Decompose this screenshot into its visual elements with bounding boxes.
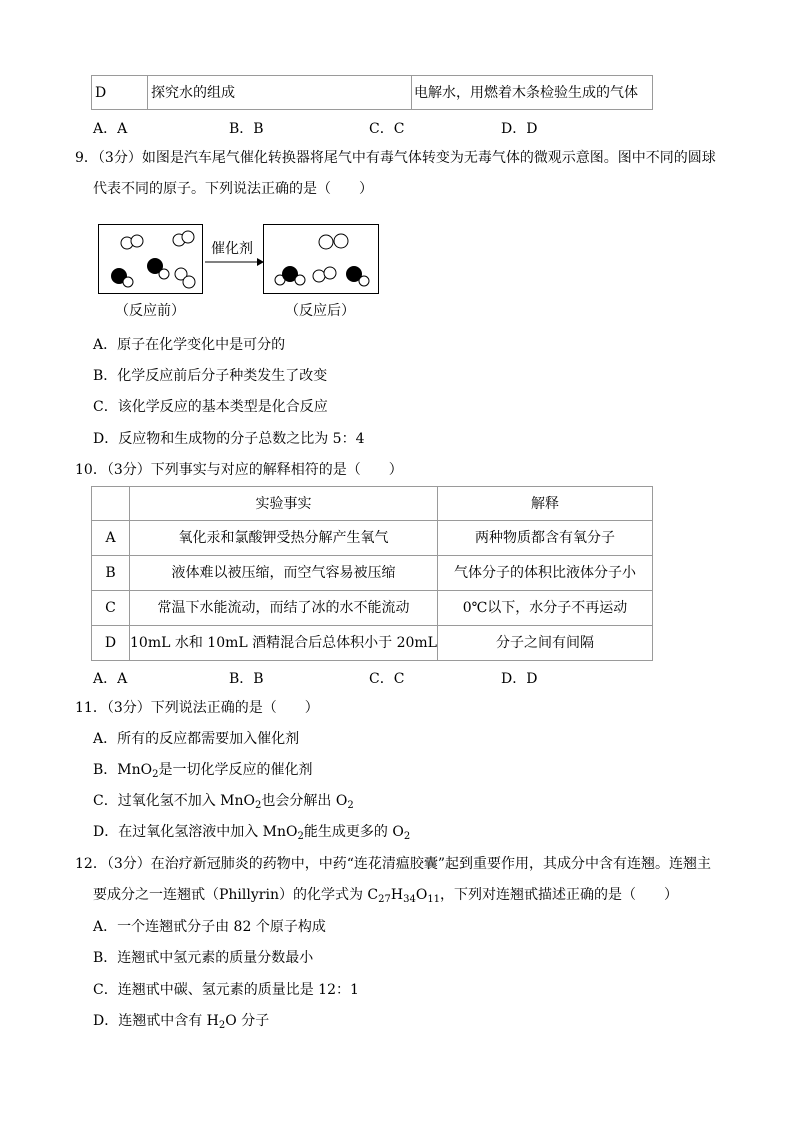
q10-option-a[interactable]: A．A [93,671,128,687]
row-explanation: 气体分子的体积比液体分子小 [438,556,653,591]
row-method: 电解水，用燃着木条检验生成的气体 [412,76,653,110]
q9-option-d[interactable]: D．反应物和生成物的分子总数之比为 5：4 [93,431,365,447]
row-letter: D [92,626,130,661]
before-box [98,224,203,294]
subscript: 11 [427,894,441,905]
row-fact: 液体难以被压缩，而空气容易被压缩 [130,556,438,591]
top-table [91,75,653,110]
row-letter: C [92,591,130,626]
subscript: 2 [255,800,262,811]
after-box [263,224,379,294]
q12-stem-line1: 12．（3分）在治疗新冠肺炎的药物中，中药“连花清瘟胶囊”起到重要作用，其成分中含有连翘。连翘主 [75,856,712,872]
q10-option-c[interactable]: C．C [369,671,405,687]
option-text: 能生成更多的 O [303,824,404,840]
q11-option-a[interactable]: A．所有的反应都需要加入催化剂 [93,731,300,747]
q9-stem-line2: 代表不同的原子。下列说法正确的是（ ） [93,181,373,197]
before-caption: （反应前） [115,303,185,319]
stem-text: H [390,887,404,903]
q9-stem-line1: 9．（3分）如图是汽车尾气催化转换器将尾气中有毒气体转变为无毒气体的微观示意图。图中不同的圆球 [75,150,716,166]
q10-option-d[interactable]: D．D [501,671,538,687]
subscript: 34 [403,894,416,905]
option-text: B．MnO [93,762,153,778]
q12-option-b[interactable]: B．连翘甙中氢元素的质量分数最小 [93,950,314,966]
table-row [92,626,653,661]
table-row [92,591,653,626]
subscript: 2 [297,831,304,842]
subscript: 2 [218,1020,226,1031]
arrow-label: 催化剂 [211,241,253,257]
after-caption: （反应后） [285,303,355,319]
table-row [92,521,653,556]
q8-option-d[interactable]: D．D [501,121,538,137]
option-text: D．连翘甙中含有 H [93,1013,219,1029]
q11-stem: 11．（3分）下列说法正确的是（ ） [75,700,319,716]
header-cell [92,487,130,521]
q11-option-c[interactable] [93,791,354,811]
q10-stem: 10．（3分）下列事实与对应的解释相符的是（ ） [75,462,403,478]
q11-option-d[interactable] [93,822,410,842]
row-fact: 探究水的组成 [148,76,412,110]
table-row [92,76,653,110]
q12-option-d[interactable] [93,1011,269,1031]
header-cell: 解释 [438,487,653,521]
q10-options [93,668,693,688]
row-letter: D [92,76,148,110]
after-molecules [264,225,378,293]
row-explanation: 两种物质都含有氧分子 [438,521,653,556]
before-molecules [99,225,202,293]
option-text: D．在过氧化氢溶液中加入 MnO [93,824,298,840]
table-header-row [92,487,653,521]
header-cell: 实验事实 [130,487,438,521]
q8-options [93,118,693,138]
subscript: 2 [152,769,159,780]
row-fact: 常温下水能流动，而结了冰的水不能流动 [130,591,438,626]
stem-text: ，下列对连翘甙描述正确的是（ ） [440,887,679,903]
option-text: C．过氧化氢不加入 MnO [93,793,255,809]
row-explanation: 0℃以下，水分子不再运动 [438,591,653,626]
q9-option-b[interactable]: B．化学反应前后分子种类发生了改变 [93,368,328,384]
row-letter: A [92,521,130,556]
reaction-diagram [95,218,385,328]
q11-option-b[interactable] [93,760,313,780]
option-text: 是一切化学反应的催化剂 [158,762,313,778]
row-fact: 10mL 水和 10mL 酒精混合后总体积小于 20mL [130,626,438,661]
subscript: 2 [403,831,411,842]
q12-option-a[interactable]: A．一个连翘甙分子由 82 个原子构成 [93,919,326,935]
q9-option-a[interactable]: A．原子在化学变化中是可分的 [93,337,286,353]
q12-option-c[interactable]: C．连翘甙中碳、氢元素的质量比是 12：1 [93,982,359,998]
q8-option-a[interactable]: A．A [93,121,128,137]
q9-option-c[interactable]: C．该化学反应的基本类型是化合反应 [93,399,328,415]
subscript: 27 [378,894,391,905]
row-fact: 氧化汞和氯酸钾受热分解产生氧气 [130,521,438,556]
option-text: 也会分解出 O [261,793,348,809]
option-text: O 分子 [225,1013,270,1029]
arrow-icon [203,256,265,268]
table-row [92,556,653,591]
q8-option-b[interactable]: B．B [229,121,264,137]
row-explanation: 分子之间有间隔 [438,626,653,661]
q12-stem-line2 [93,885,678,905]
q8-option-c[interactable]: C．C [369,121,405,137]
q10-option-b[interactable]: B．B [229,671,264,687]
subscript: 2 [347,800,354,811]
q10-table [91,486,653,661]
row-letter: B [92,556,130,591]
stem-text: 要成分之一连翘甙（Phillyrin）的化学式为 C [93,887,379,903]
stem-text: O [415,887,428,903]
